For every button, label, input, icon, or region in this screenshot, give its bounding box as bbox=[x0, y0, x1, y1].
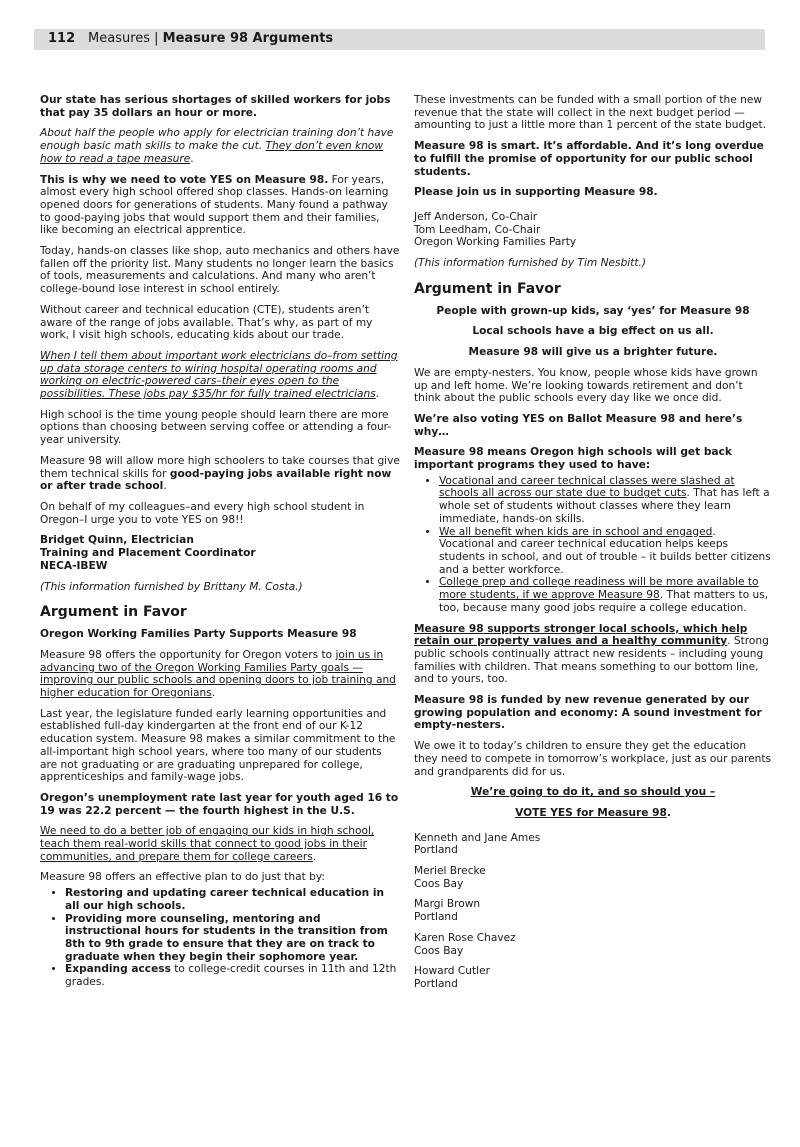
argument-3-paragraph: We’re also voting YES on Ballot Measure 98 and here’s why… bbox=[414, 412, 743, 438]
argument-2-paragraph: Measure 98 offers an effective plan to do just that by: bbox=[40, 871, 325, 884]
argument-1-heading: Our state has serious shortages of skilled workers for jobs that pay 35 dollars an hour or more. bbox=[40, 94, 391, 119]
argument-2-subtitle: Oregon Working Families Party Supports Measure 98 bbox=[40, 628, 357, 641]
list-item: • College prep and college readiness will be more available to more students, if we approve Measure 98. That matters to us, too, because many good jobs require a college education. bbox=[439, 576, 772, 614]
list-item: • Providing more counseling, mentoring and instructional hours for students in the transition from 8th to 9th grade to ensure that they are on track to graduate when they begin their sophomore year. bbox=[65, 913, 400, 964]
signer-list bbox=[414, 832, 772, 991]
argument-3-paragraph: Measure 98 supports stronger local schools, which help retain our property values and a healthy community. Strong public schools continually attract new residents – including young families with children. That means something to our bottom line, and to yours, too. bbox=[414, 622, 769, 686]
argument-1-paragraph: When I tell them about important work electricians do–from setting up data storage centers to wiring hospital operating rooms and working on electric-powered cars–their eyes open to the possibilities. These jobs pay $35/hr for fully trained electricians. bbox=[40, 349, 398, 401]
header-measure-title: Measure 98 Arguments bbox=[162, 31, 334, 46]
argument-3-bullet-list bbox=[414, 475, 772, 615]
argument-2-paragraph: These investments can be funded with a small portion of the new revenue that the state will collect in the next budget period — amounting to just a little more than 1 percent of the state budget. bbox=[414, 94, 766, 132]
argument-1-paragraph: About half the people who apply for electrician training don’t have enough basic math skills to make the cut. They don’t even know how to read a tape measure. bbox=[40, 127, 394, 165]
page-number: 112 bbox=[48, 31, 76, 46]
argument-3-subtitle: People with grown-up kids, say ‘yes’ for Measure 98 bbox=[436, 304, 750, 317]
header-section: Measures | bbox=[88, 31, 163, 46]
page-header bbox=[34, 29, 765, 50]
argument-1-paragraph: Without career and technical education (CTE), students aren’t aware of the range of jobs available. That’s why, as part of my work, I visit high schools, educating kids about our trade. bbox=[40, 303, 373, 342]
argument-3-title: Argument in Favor bbox=[414, 280, 561, 297]
argument-1-paragraph: Today, hands-on classes like shop, auto mechanics and others have fallen off the priority list. Many students no longer learn the basics of tools, measurements and calculations. And many who aren’t college-bound lose interest in school entirely. bbox=[40, 245, 400, 296]
argument-2-signature: Jeff Anderson, Co-Chair Tom Leedham, Co-Chair Oregon Working Families Party bbox=[414, 210, 577, 249]
left-column bbox=[40, 94, 400, 997]
argument-1-furnished-note: (This information furnished by Brittany M. Costa.) bbox=[40, 580, 303, 593]
right-column bbox=[414, 94, 772, 999]
argument-2-bullet-list bbox=[40, 887, 400, 989]
argument-3-paragraph: We owe it to today’s children to ensure they get the education they need to compete in tomorrow’s workplace, just as our parents and grandparents did for us. bbox=[414, 740, 772, 778]
signer: Margi Brown Portland bbox=[414, 898, 481, 924]
argument-1-paragraph: High school is the time young people should learn there are more options than choosing between serving coffee or attending a four-year university. bbox=[40, 408, 392, 447]
argument-2-furnished-note: (This information furnished by Tim Nesbitt.) bbox=[414, 257, 647, 270]
argument-3-closing: VOTE YES for Measure 98. bbox=[515, 806, 671, 819]
argument-3-paragraph: We are empty-nesters. You know, people whose kids have grown up and left home. We’re looking towards retirement and don’t think about the public schools every day like we once did. bbox=[414, 366, 758, 405]
argument-2-paragraph: We need to do a better job of engaging our kids in high school, teach them real-world skills that connect to good jobs in their communities, and prepare them for college careers. bbox=[40, 825, 375, 863]
argument-1-paragraph: On behalf of my colleagues–and every high school student in Oregon–I urge you to vote YES on 98!! bbox=[40, 500, 365, 526]
signer: Kenneth and Jane Ames Portland bbox=[414, 831, 541, 857]
list-item: • Vocational and career technical classes were slashed at schools all across our state due to budget cuts. That has left a whole set of students without classes where they learn immediate, hands-on skills. bbox=[439, 475, 772, 526]
argument-3-closing: We’re going to do it, and so should you – bbox=[470, 786, 716, 799]
signer: Howard Cutler Portland bbox=[414, 965, 490, 990]
argument-2-paragraph: Oregon’s unemployment rate last year for youth aged 16 to 19 was 22.2 percent — the fourth highest in the U.S. bbox=[40, 791, 399, 817]
argument-2-paragraph: Last year, the legislature funded early learning opportunities and established full-day kindergarten at the front end of our K-12 education system. Measure 98 makes a similar commitment to the all-important high school years, where too many of our students are not graduating or are graduating unprepared for college, apprenticeships and family-wage jobs. bbox=[40, 707, 396, 784]
argument-3-paragraph: Measure 98 is funded by new revenue generated by our growing population and economy: A sound investment for empty-nesters. bbox=[414, 694, 762, 732]
argument-1-signature: Bridget Quinn, Electrician Training and Placement Coordinator NECA-IBEW bbox=[40, 534, 256, 572]
argument-3-subtitle: Local schools have a big effect on us all. bbox=[472, 325, 714, 338]
argument-1-paragraph: Measure 98 will allow more high schoolers to take courses that give them technical skills for good-paying jobs available right now or after trade school. bbox=[40, 454, 400, 493]
argument-2-title: Argument in Favor bbox=[40, 604, 187, 621]
argument-1-paragraph: This is why we need to vote YES on Measure 98. For years, almost every high school offered shop classes. Hands-on learning opened doors for generations of students. Many found a pathway to good-paying jobs that would support them and their families, like becoming an electrical apprentice. bbox=[40, 173, 389, 237]
list-item: • Expanding access to college-credit courses in 11th and 12th grades. bbox=[65, 963, 400, 988]
header-title bbox=[88, 31, 333, 46]
argument-2-paragraph: Please join us in supporting Measure 98. bbox=[414, 186, 658, 199]
signer: Meriel Brecke Coos Bay bbox=[414, 865, 486, 890]
argument-3-subtitle: Measure 98 will give us a brighter future. bbox=[468, 346, 718, 359]
argument-2-paragraph: Measure 98 offers the opportunity for Oregon voters to join us in advancing two of the Oregon Working Families Party goals — improving our public schools and opening doors to job training and higher education for Oregonians. bbox=[40, 648, 396, 700]
argument-3-paragraph: Measure 98 means Oregon high schools will get back important programs they used to have: bbox=[414, 446, 732, 472]
signer: Karen Rose Chavez Coos Bay bbox=[414, 931, 516, 957]
argument-2-paragraph: Measure 98 is smart. It’s affordable. And it’s long overdue to fulfill the promise of opportunity for our public school students. bbox=[414, 140, 764, 178]
list-item: • Restoring and updating career technical education in all our high schools. bbox=[65, 887, 400, 912]
list-item: • We all benefit when kids are in school and engaged. Vocational and career technical education helps keeps students in school, and out of trouble – it builds better citizens and a better workforce. bbox=[439, 526, 772, 577]
